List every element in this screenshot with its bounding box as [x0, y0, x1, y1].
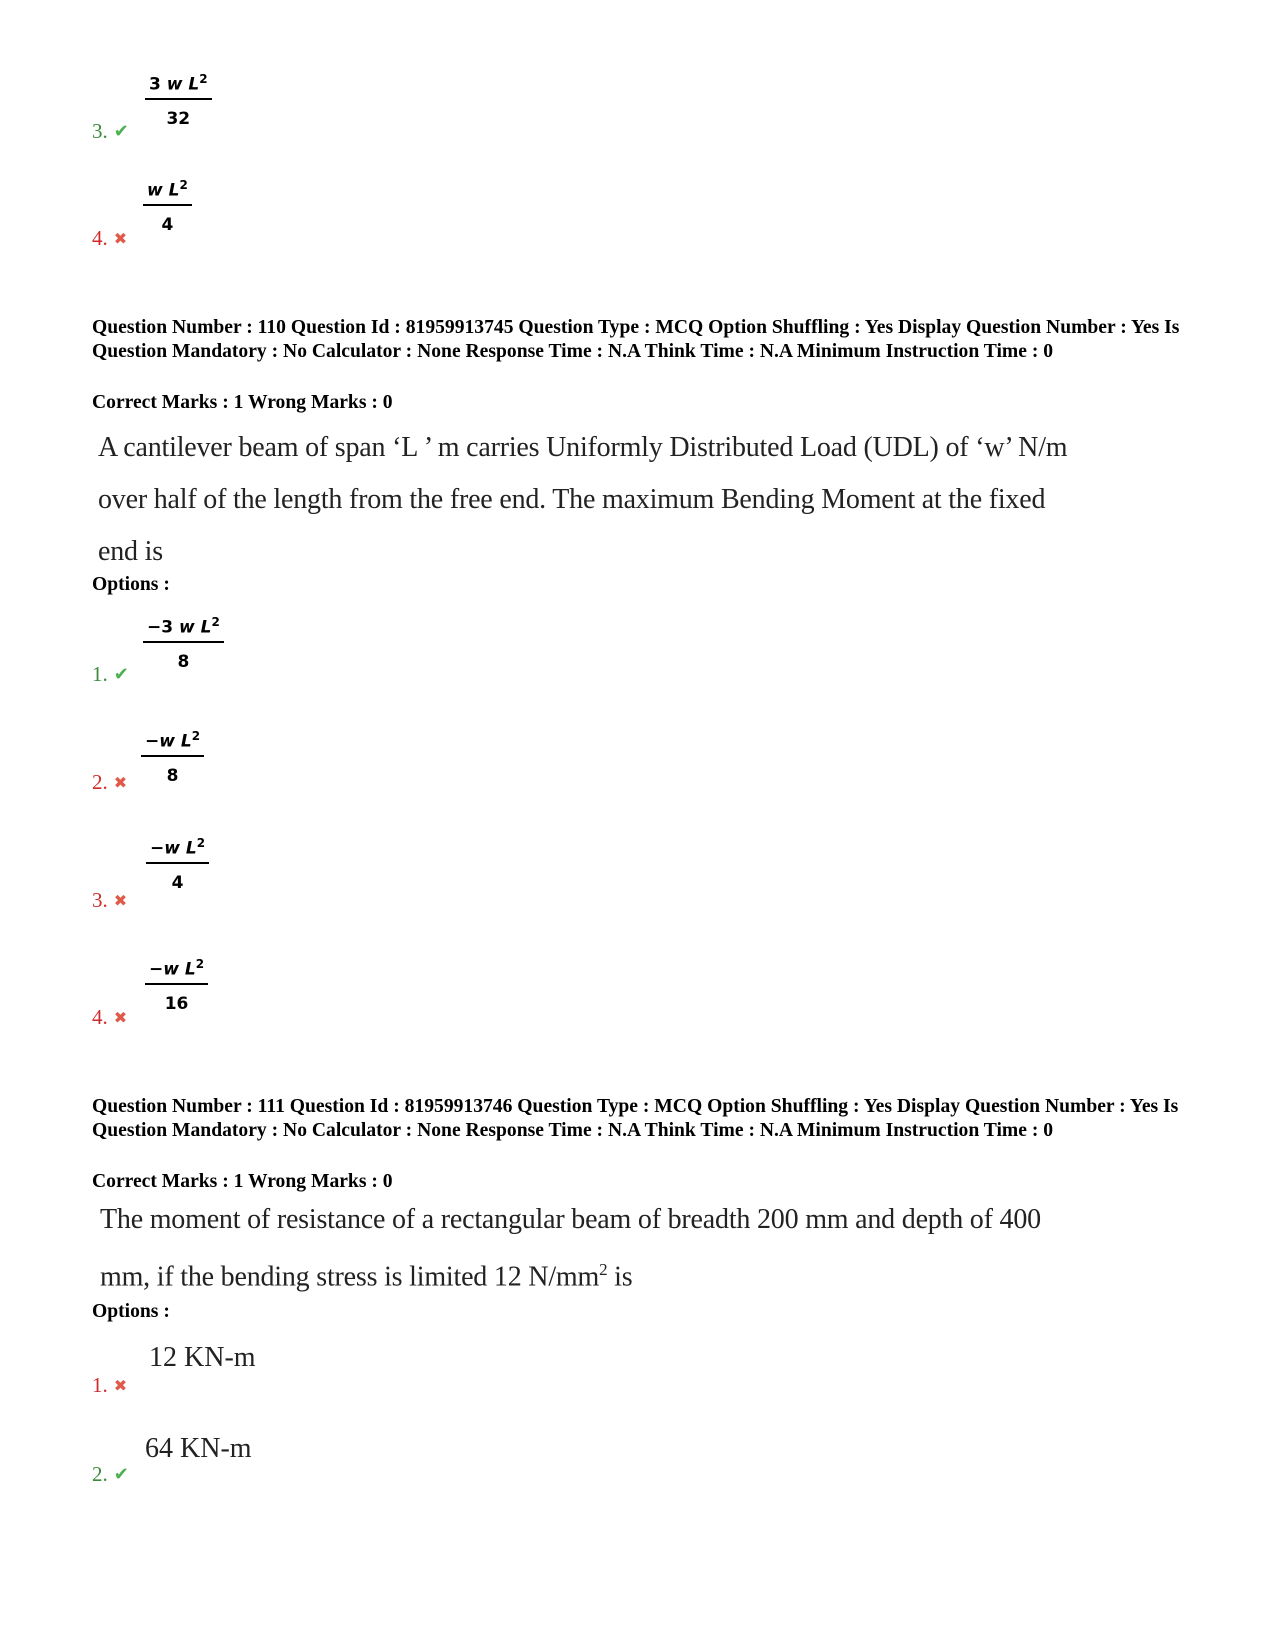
cross-icon: ✖: [113, 1010, 128, 1027]
q110-option-4-formula: −w $L^2$ 16: [145, 957, 208, 1014]
q111-option-2-number: 2. ✔: [92, 1462, 129, 1486]
q111-question-text: The moment of resistance of a rectangular beam of breadth 200 mm and depth of 400 mm, if the bending stress is limited 12 $N/mm^2$ is: [100, 1204, 1041, 1293]
prev-option-4-formula: w $L^2$ 4: [143, 178, 192, 235]
prev-option-3-formula: 3 w $L^2$ 32: [145, 72, 212, 129]
q111-marks: Correct Marks : 1 Wrong Marks : 0: [92, 1171, 393, 1192]
check-icon: ✔: [113, 664, 129, 684]
q110-option-3-formula: −w $L^2$ 4: [146, 836, 209, 893]
q110-option-1-number: 1. ✔: [92, 662, 129, 686]
q110-option-2-number: 2. ✖: [92, 770, 128, 794]
q110-option-1-formula: −3 w $L^2$ 8: [143, 615, 224, 672]
prev-option-4-number: 4. ✖: [92, 226, 128, 250]
q111-option-1-text: 12 KN-m: [149, 1342, 256, 1373]
q110-option-3-number: 3. ✖: [92, 888, 128, 912]
check-icon: ✔: [113, 1464, 129, 1484]
q111-option-1-number: 1. ✖: [92, 1373, 128, 1397]
cross-icon: ✖: [113, 775, 128, 792]
cross-icon: ✖: [113, 893, 128, 910]
q110-options-label: Options :: [92, 574, 170, 595]
q110-meta: Question Number : 110 Question Id : 81959913745 Question Type : MCQ Option Shuffling : Yes Display Question Number : Yes Is Question Mandatory : No Calculator : None Response Time : N.A Think Time : N.A Minimum Instruction Time : 0: [92, 317, 1180, 362]
q110-question-text: A cantilever beam of span ‘L ’ m carries Uniformly Distributed Load (UDL) of ‘w’ N/m over half of the length from the free end. The maximum Bending Moment at the fixed end is: [98, 432, 1068, 567]
q111-option-2-text: 64 KN-m: [145, 1433, 252, 1464]
cross-icon: ✖: [113, 231, 128, 248]
prev-option-3-number: 3. ✔: [92, 119, 129, 143]
q110-marks: Correct Marks : 1 Wrong Marks : 0: [92, 392, 393, 413]
check-icon: ✔: [113, 121, 129, 141]
q110-option-2-formula: −w $L^2$ 8: [141, 729, 204, 786]
q110-option-4-number: 4. ✖: [92, 1005, 128, 1029]
cross-icon: ✖: [113, 1378, 128, 1395]
q111-meta: Question Number : 111 Question Id : 81959913746 Question Type : MCQ Option Shuffling : Yes Display Question Number : Yes Is Question Mandatory : No Calculator : None Response Time : N.A Think Time : N.A Minimum Instruction Time : 0: [92, 1096, 1179, 1141]
q111-options-label: Options :: [92, 1301, 170, 1322]
